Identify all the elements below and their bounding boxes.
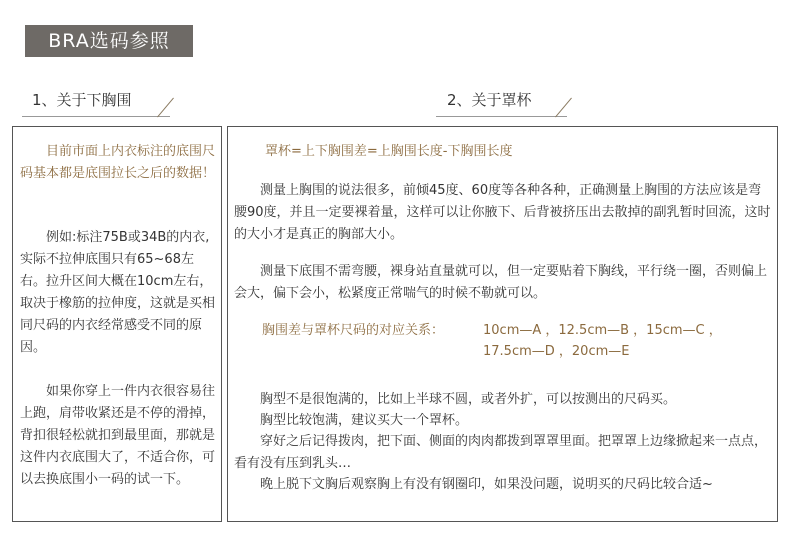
fit-tip-3: 穿好之后记得拨肉，把下面、侧面的肉肉都拨到罩罩里面。把罩罩上边缘掀起来一点点，看有没有压到乳头… [234, 434, 768, 471]
section-heading-underband [32, 89, 132, 111]
under-bust-measure-text: 测量下底围不需弯腰，裸身站直量就可以，但一定要贴着下胸线，平行绕一圈，否则偏上会大，偏下会小，松紧度正常喘气的时候不勒就可以。 [234, 264, 768, 301]
cup-mapping-label: 胸围差与罩杯尺码的对应关系： [262, 323, 445, 338]
page-title: BRA选码参照 [25, 25, 193, 57]
section-heading-cup [447, 89, 532, 111]
cup-formula-text: 罩杯=上下胸围差=上胸围长度-下胸围长度 [265, 144, 513, 159]
heading-underline [436, 116, 567, 117]
cup-mapping-line-2: 17.5cm—D ，20cm—E [483, 344, 630, 359]
underband-example-text: 例如:标注75B或34B的内衣,实际不拉伸底围只有65~68左右。拉升区间大概在10cm左右，取决于橡筋的拉伸度，这就是买相同尺码的内衣经常感受不同的原因。 [20, 230, 216, 355]
fit-tip-4: 晚上脱下文胸后观察胸上有没有钢圈印，如果没问题，说明买的尺码比较合适~ [260, 477, 713, 492]
fit-tip-1: 胸型不是很饱满的，比如上半球不圆，或者外扩，可以按测出的尺码买。 [260, 392, 677, 407]
section-heading-cup-text: 2、关于罩杯 [447, 91, 532, 109]
underband-intro-text: 目前市面上内衣标注的底围尺码基本都是底围拉长之后的数据！ [20, 144, 216, 181]
section-heading-underband-text: 1、关于下胸围 [32, 91, 132, 109]
fit-tip-2: 胸型比较饱满，建议买大一个罩杯。 [260, 413, 469, 428]
upper-bust-measure-text: 测量上胸围的说法很多，前倾45度、60度等各种各种，正确测量上胸围的方法应该是弯腰90度，并且一定要裸着量，这样可以让你腋下、后背被挤压出去散掉的副乳暂时回流，这时的大小才是真正的胸部大小。 [234, 183, 771, 242]
underband-fit-text: 如果你穿上一件内衣很容易往上跑，肩带收紧还是不停的滑掉，背扣很轻松就扣到最里面，那就是这件内衣底围大了，不适合你，可以去换底围小一码的试一下。 [20, 384, 216, 487]
heading-underline [22, 116, 170, 117]
cup-mapping-line-1: 10cm—A ，12.5cm—B ，15cm—C ， [483, 323, 722, 338]
